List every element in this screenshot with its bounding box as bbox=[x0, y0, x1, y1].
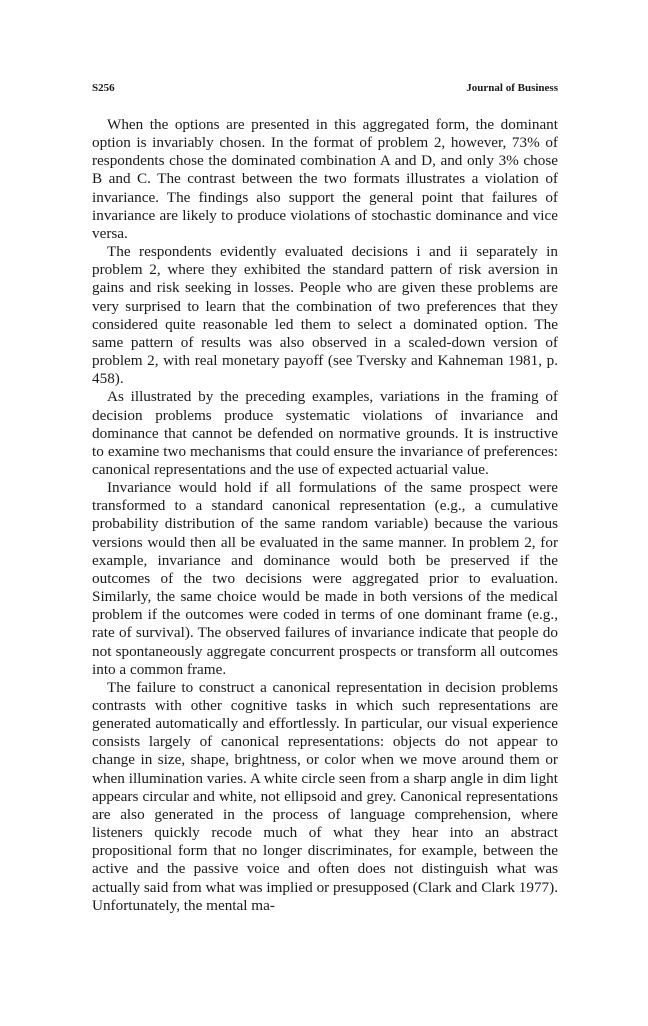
body-text bbox=[92, 116, 558, 915]
paragraph: As illustrated by the preceding examples, variations in the framing of decision problems produce systematic violations of invariance and dominance that cannot be defended on normative grounds. It is instructive to examine two mechanisms that could ensure the invariance of preferences: canonical representations and the use of expected actuarial value. bbox=[92, 388, 558, 478]
paragraph: Invariance would hold if all formulations of the same prospect were transformed to a standard canonical representation (e.g., a cumulative probability distribution of the same random variable) because the various versions would then all be evaluated in the same manner. In problem 2, for example, invariance and dominance would both be preserved if the outcomes of the two decisions were aggregated prior to evaluation. Similarly, the same choice would be made in both versions of the medical problem if the outcomes were coded in terms of one dominant frame (e.g., rate of survival). The observed failures of invariance indicate that people do not spontaneously aggregate concurrent prospects or transform all outcomes into a common frame. bbox=[92, 479, 558, 678]
running-header bbox=[92, 82, 558, 98]
paragraph: When the options are presented in this aggregated form, the dominant option is invariably chosen. In the format of problem 2, however, 73% of respondents chose the dominated combination A and D, and only 3% chose B and C. The contrast between the two formats illustrates a violation of invariance. The findings also support the general point that failures of invariance are likely to produce violations of stochastic dominance and vice versa. bbox=[92, 116, 558, 242]
paragraph: The respondents evidently evaluated decisions i and ii separately in problem 2, where they exhibited the standard pattern of risk aversion in gains and risk seeking in losses. People who are given these problems are very surprised to learn that the combination of two preferences that they considered quite reasonable led them to select a dominated option. The same pattern of results was also observed in a scaled-down version of problem 2, with real monetary payoff (see Tversky and Kahneman 1981, p. 458). bbox=[92, 243, 558, 388]
journal-name: Journal of Business bbox=[466, 82, 558, 94]
paragraph: The failure to construct a canonical representation in decision problems contrasts with other cognitive tasks in which such representations are generated automatically and effortlessly. In particular, our visual experience consists largely of canonical representations: objects do not appear to change in size, shape, brightness, or color when we move around them or when illumination varies. A white circle seen from a sharp angle in dim light appears circular and white, not ellipsoid and grey. Canonical representations are also generated in the process of language comprehension, where listeners quickly recode much of what they hear into an abstract propositional form that no longer discriminates, for example, between the active and the passive voice and often does not distinguish what was actually said from what was implied or presupposed (Clark and Clark 1977). Unfortunately, the mental ma- bbox=[92, 678, 558, 914]
page-number: S256 bbox=[92, 82, 115, 94]
